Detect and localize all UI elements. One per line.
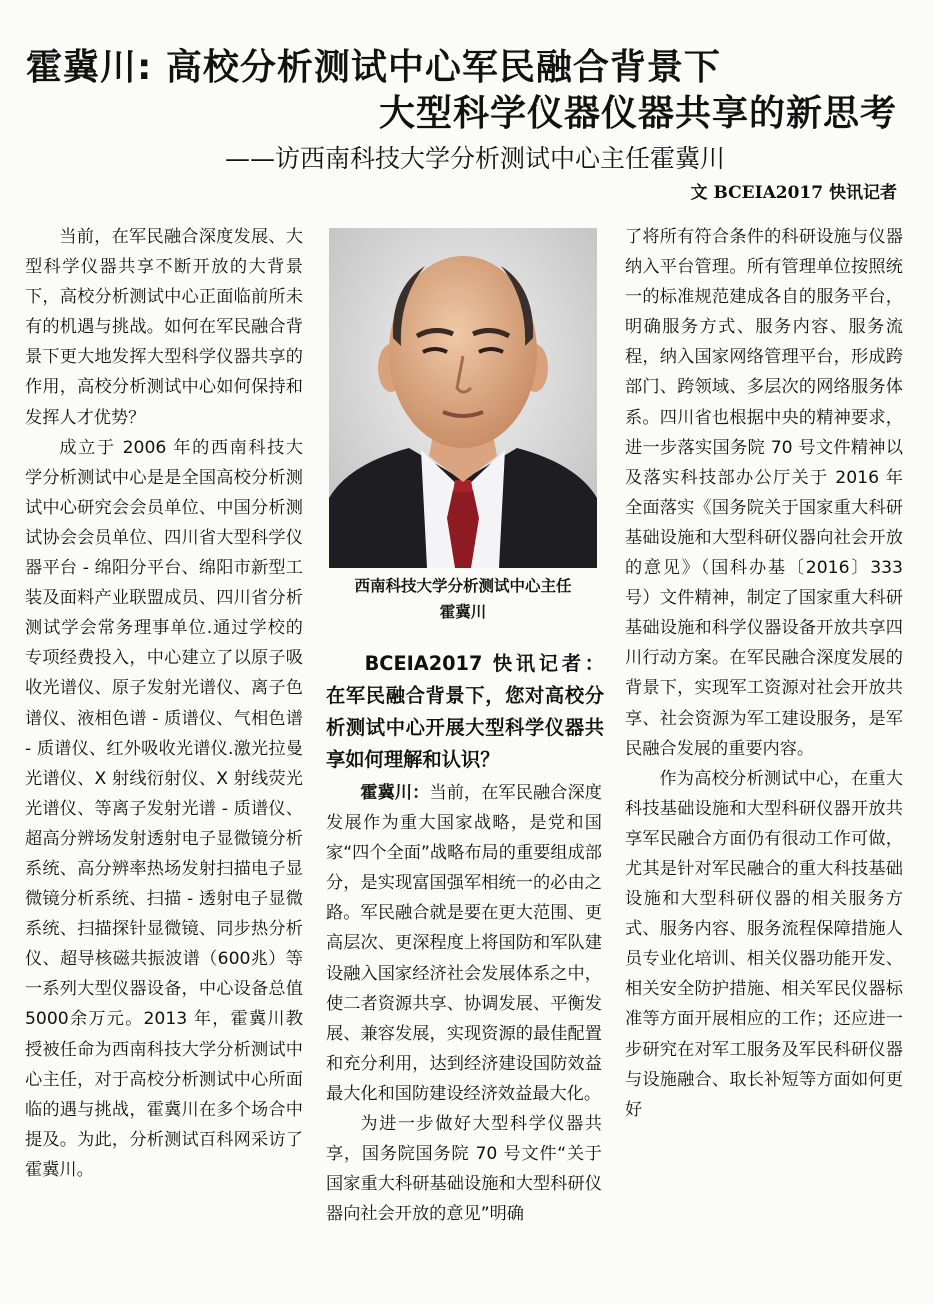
article-title-line2: 大型科学仪器仪器共享的新思考 [378,93,897,134]
paragraph: 了将所有符合条件的科研设施与仪器纳入平台管理。所有管理单位按照统一的标准规范建成各自的服务平台，明确服务方式、服务内容、服务流程，纳入国家网络管理平台，形成跨部门、跨领域、多层次的网络服务体系。四川省也根据中央的精神要求，进一步落实国务院 70 号文件精神以及落实科技部办公厅关于 2016 年全面落实《国务院关于国家重大科研基础设施和大型科研仪器向社会开放的意见》（国科办基〔2016〕333 号）文件精神，制定了国家重大科研基础设施和科学仪器设备开放共享四川行动方案。在军民融合深度发展的背景下，实现军工资源对社会开放共享、社会资源为军工建设服务，是军民融合发展的重要内容。 [625,227,903,759]
photo-caption [326,573,600,625]
portrait-photo [329,228,597,568]
answer-speaker: 霍冀川： [360,783,430,803]
column-1 [25,222,303,1304]
column-2 [326,778,602,1304]
answer-text: 当前，在军民融合深度发展作为重大国家战略，是党和国家“四个全面”战略布局的重要组成部分，是实现富国强军相统一的必由之路。军民融合就是要在更大范围、更高层次、更深程度上将国防和军队建设融入国家经济社会发展体系之中，使二者资源共享、协调发展、平衡发展、兼容发展，实现资源的最佳配置和充分利用，达到经济建设国防效益最大化和国防建设经济效益最大化。 [326,783,602,1104]
paragraph: 作为高校分析测试中心，在重大科技基础设施和大型科研仪器开放共享军民融合方面仍有很动工作可做，尤其是针对军民融合的重大科技基础设施和大型科研仪器的相关服务方式、服务内容、服务流程保障措施人员专业化培训、相关仪器功能开发、相关安全防护措施、相关军民仪器标准等方面开展相应的工作；还应进一步研究在对军工服务及军民科研仪器与设施融合、取长补短等方面如何更好 [625,768,903,1120]
byline: 文 BCEIA2017 快讯记者 [690,183,897,203]
caption-name: 霍冀川 [439,602,487,621]
paragraph: 成立于 2006 年的西南科技大学分析测试中心是是全国高校分析测试中心研究会会员单位、中国分析测试协会会员单位、四川省大型科学仪器平台 - 绵阳分平台、绵阳市新型工装及面料产业联盟成员、四川省分析测试学会常务理事单位.通过学校的专项经费投入，中心建立了以原子吸收光谱仪、原子发射光谱仪、离子色谱仪、液相色谱 - 质谱仪、气相色谱 - 质谱仪、红外吸收光谱仪.激光拉曼光谱仪、X 射线衍射仪、X 射线荧光光谱仪、等离子发射光谱 - 质谱仪、超高分辨场发射透射电子显微镜分析系统、高分辨率热场发射扫描电子显微镜分析系统、扫描 - 透射电子显微系统、扫描探针显微镜、同步热分析仪、超导核磁共振波谱（600兆）等一系列大型仪器设备，中心设备总值5000余万元。2013 年，霍冀川教授被任命为西南科技大学分析测试中心主任，对于高校分析测试中心所面临的遇与挑战，霍冀川在多个场合中提及。为此，分析测试百科网采访了霍冀川。 [25,437,303,1180]
answer-paragraph [326,778,602,1109]
article-subtitle: ——访西南科技大学分析测试中心主任霍冀川 [224,144,725,173]
interview-question: BCEIA2017 快讯记者：在军民融合背景下，您对高校分析测试中心开展大型科学仪器共享如何理解和认识？ [326,652,604,771]
paragraph: 为进一步做好大型科学仪器共享，国务院国务院 70 号文件“关于国家重大科研基础设施和大型科研仪器向社会开放的意见”明确 [326,1114,602,1225]
paragraph: 当前，在军民融合深度发展、大型科学仪器共享不断开放的大背景下，高校分析测试中心正面临前所未有的机遇与挑战。如何在军民融合背景下更大地发挥大型科学仪器共享的作用，高校分析测试中心如何保持和发挥人才优势？ [25,227,303,428]
caption-line: 西南科技大学分析测试中心主任 [354,576,572,595]
article-title-line1: 霍冀川: 高校分析测试中心军民融合背景下 [26,47,721,88]
column-3 [625,222,903,1304]
